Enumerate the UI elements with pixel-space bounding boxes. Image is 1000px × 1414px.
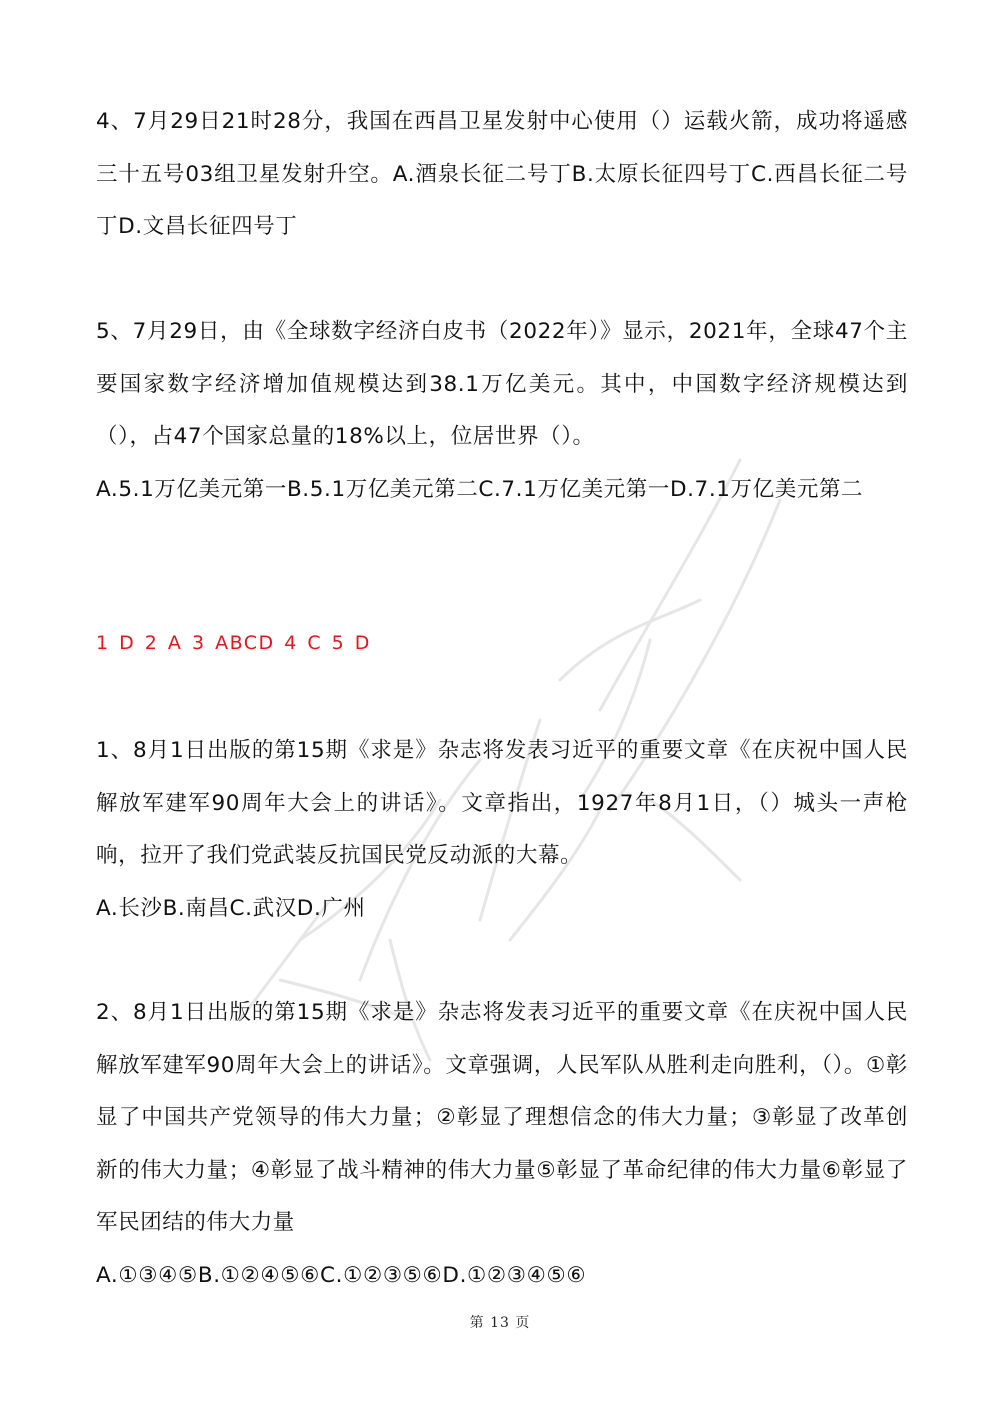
- question-5-text: 5、7月29日，由《全球数字经济白皮书（2022年）》显示，2021年，全球47个主要国家数字经济增加值规模达到38.1万亿美元。其中，中国数字经济规模达到（），占47个国家总量的18%以上，位居世界（）。: [96, 319, 908, 449]
- question-2: [96, 987, 908, 1302]
- question-2-options: A.①③④⑤B.①②④⑤⑥C.①②③⑤⑥D.①②③④⑤⑥: [96, 1262, 587, 1288]
- question-5: [96, 306, 908, 516]
- page-number: 第 13 页: [469, 1315, 531, 1331]
- answer-key: 1 D 2 A 3 ABCD 4 C 5 D: [96, 632, 371, 654]
- question-2-text: 2、8月1日出版的第15期《求是》杂志将发表习近平的重要文章《在庆祝中国人民解放军建军90周年大会上的讲话》。文章强调，人民军队从胜利走向胜利，（）。①彰显了中国共产党领导的伟大力量；②彰显了理想信念的伟大力量；③彰显了改革创新的伟大力量；④彰显了战斗精神的伟大力量⑤彰显了革命纪律的伟大力量⑥彰显了军民团结的伟大力量: [96, 1000, 908, 1235]
- question-1-text: 1、8月1日出版的第15期《求是》杂志将发表习近平的重要文章《在庆祝中国人民解放军建军90周年大会上的讲话》。文章指出，1927年8月1日，（）城头一声枪响，拉开了我们党武装反抗国民党反动派的大幕。: [96, 738, 908, 868]
- question-4-text: 4、7月29日21时28分，我国在西昌卫星发射中心使用（）运载火箭，成功将遥感三十五号03组卫星发射升空。A.酒泉长征二号丁B.太原长征四号丁C.西昌长征二号丁D.文昌长征四号丁: [96, 109, 908, 239]
- question-1-options: A.长沙B.南昌C.武汉D.广州: [96, 895, 366, 921]
- question-5-options: A.5.1万亿美元第一B.5.1万亿美元第二C.7.1万亿美元第一D.7.1万亿美元第二: [96, 476, 864, 502]
- question-4: [96, 96, 908, 254]
- question-1: [96, 725, 908, 935]
